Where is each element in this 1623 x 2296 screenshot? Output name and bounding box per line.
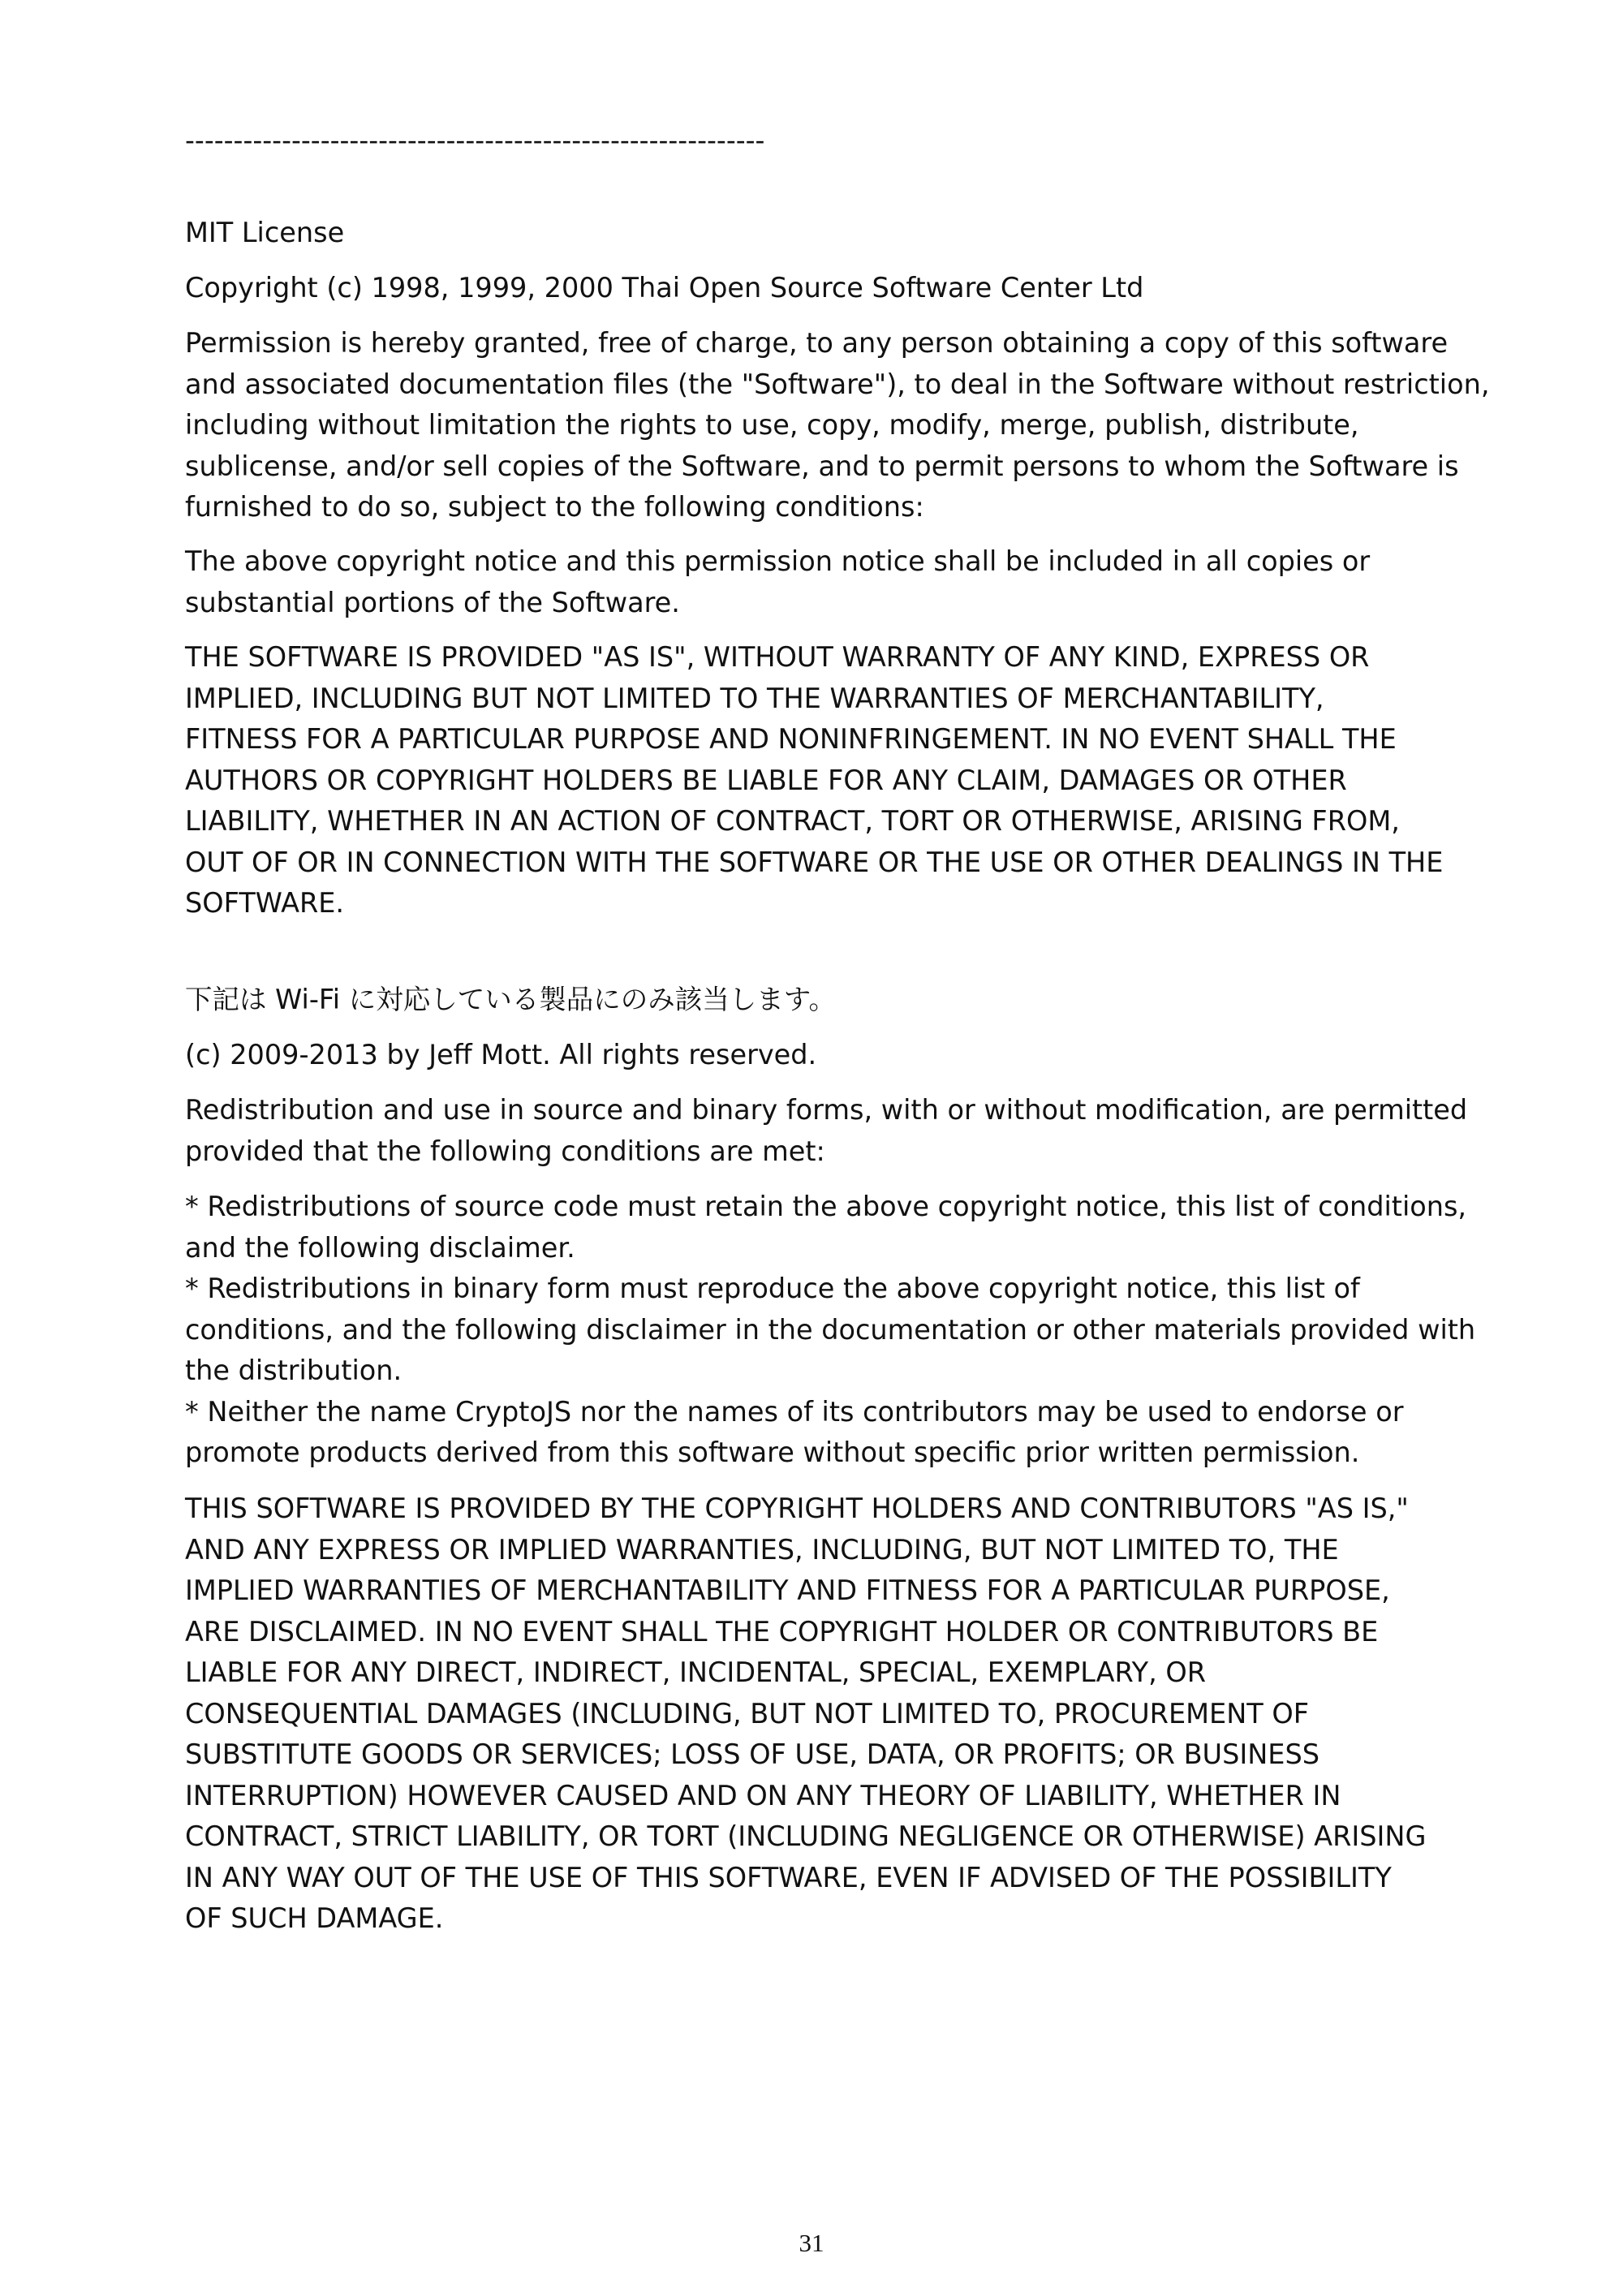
paragraph-line: SUBSTITUTE GOODS OR SERVICES; LOSS OF USE, DATA, OR PROFITS; OR BUSINESS <box>185 1738 1319 1770</box>
mit-notice-paragraph <box>185 541 1483 623</box>
mit-permission-paragraph <box>185 323 1490 528</box>
paragraph-line: IMPLIED, INCLUDING BUT NOT LIMITED TO THE WARRANTIES OF MERCHANTABILITY, <box>185 682 1324 714</box>
wifi-note: 下記は Wi-Fi に対応している製品にのみ該当します。 <box>185 984 837 1015</box>
paragraph-line: AUTHORS OR COPYRIGHT HOLDERS BE LIABLE FOR ANY CLAIM, DAMAGES OR OTHER <box>185 764 1347 796</box>
paragraph-line: CONSEQUENTIAL DAMAGES (INCLUDING, BUT NOT LIMITED TO, PROCUREMENT OF <box>185 1697 1309 1730</box>
mit-license-heading: MIT License <box>185 217 345 248</box>
paragraph-line: OUT OF OR IN CONNECTION WITH THE SOFTWARE OR THE USE OR OTHER DEALINGS IN THE <box>185 846 1444 878</box>
paragraph-line: sublicense, and/or sell copies of the Software, and to permit persons to whom the Software is <box>185 450 1459 482</box>
paragraph-line: OF SUCH DAMAGE. <box>185 1902 444 1934</box>
cryptojs-redistribution-paragraph <box>185 1090 1483 1172</box>
paragraph-line: provided that the following conditions are met: <box>185 1135 825 1167</box>
list-item: * Redistributions of source code must retain the above copyright notice, this list of conditions, <box>185 1191 1467 1222</box>
paragraph-line: including without limitation the rights to use, copy, modify, merge, publish, distribute, <box>185 409 1359 441</box>
paragraph-line: Permission is hereby granted, free of charge, to any person obtaining a copy of this software <box>185 327 1449 359</box>
paragraph-line: AND ANY EXPRESS OR IMPLIED WARRANTIES, INCLUDING, BUT NOT LIMITED TO, THE <box>185 1533 1339 1566</box>
list-item: conditions, and the following disclaimer in the documentation or other materials provided with <box>185 1313 1476 1346</box>
paragraph-line: FITNESS FOR A PARTICULAR PURPOSE AND NONINFRINGEMENT. IN NO EVENT SHALL THE <box>185 723 1397 755</box>
paragraph-line: SOFTWARE. <box>185 887 345 919</box>
cryptojs-conditions-list <box>185 1187 1483 1474</box>
paragraph-line: ARE DISCLAIMED. IN NO EVENT SHALL THE COPYRIGHT HOLDER OR CONTRIBUTORS BE <box>185 1615 1379 1648</box>
paragraph-line: substantial portions of the Software. <box>185 586 680 618</box>
separator-line: ------------------------------------------------------------ <box>185 124 765 156</box>
paragraph-line: CONTRACT, STRICT LIABILITY, OR TORT (INCLUDING NEGLIGENCE OR OTHERWISE) ARISING <box>185 1820 1427 1852</box>
list-item: promote products derived from this software without specific prior written permission. <box>185 1437 1360 1468</box>
list-item: * Neither the name CryptoJS nor the names of its contributors may be used to endorse or <box>185 1395 1404 1428</box>
mit-warranty-paragraph <box>185 637 1483 924</box>
paragraph-line: INTERRUPTION) HOWEVER CAUSED AND ON ANY THEORY OF LIABILITY, WHETHER IN <box>185 1779 1341 1811</box>
paragraph-line: Redistribution and use in source and binary forms, with or without modification, are permitted <box>185 1094 1468 1126</box>
paragraph-line: LIABLE FOR ANY DIRECT, INDIRECT, INCIDENTAL, SPECIAL, EXEMPLARY, OR <box>185 1656 1207 1688</box>
paragraph-line: THIS SOFTWARE IS PROVIDED BY THE COPYRIGHT HOLDERS AND CONTRIBUTORS "AS IS," <box>185 1493 1409 1524</box>
cryptojs-copyright-line: (c) 2009-2013 by Jeff Mott. All rights reserved. <box>185 1039 817 1070</box>
list-item: * Redistributions in binary form must reproduce the above copyright notice, this list of <box>185 1273 1360 1304</box>
cryptojs-disclaimer-paragraph <box>185 1488 1483 1940</box>
mit-copyright-line: Copyright (c) 1998, 1999, 2000 Thai Open Source Software Center Ltd <box>185 272 1144 304</box>
list-item: and the following disclaimer. <box>185 1231 575 1264</box>
paragraph-line: furnished to do so, subject to the following conditions: <box>185 491 924 523</box>
paragraph-line: THE SOFTWARE IS PROVIDED "AS IS", WITHOUT WARRANTY OF ANY KIND, EXPRESS OR <box>185 641 1370 673</box>
page-number: 31 <box>799 2229 824 2257</box>
list-item: the distribution. <box>185 1355 403 1386</box>
paragraph-line: IMPLIED WARRANTIES OF MERCHANTABILITY AND FITNESS FOR A PARTICULAR PURPOSE, <box>185 1574 1390 1606</box>
paragraph-line: IN ANY WAY OUT OF THE USE OF THIS SOFTWARE, EVEN IF ADVISED OF THE POSSIBILITY <box>185 1861 1392 1893</box>
paragraph-line: The above copyright notice and this permission notice shall be included in all copies or <box>185 545 1371 577</box>
paragraph-line: and associated documentation files (the "Software"), to deal in the Software without restriction, <box>185 368 1490 400</box>
paragraph-line: LIABILITY, WHETHER IN AN ACTION OF CONTRACT, TORT OR OTHERWISE, ARISING FROM, <box>185 805 1400 837</box>
